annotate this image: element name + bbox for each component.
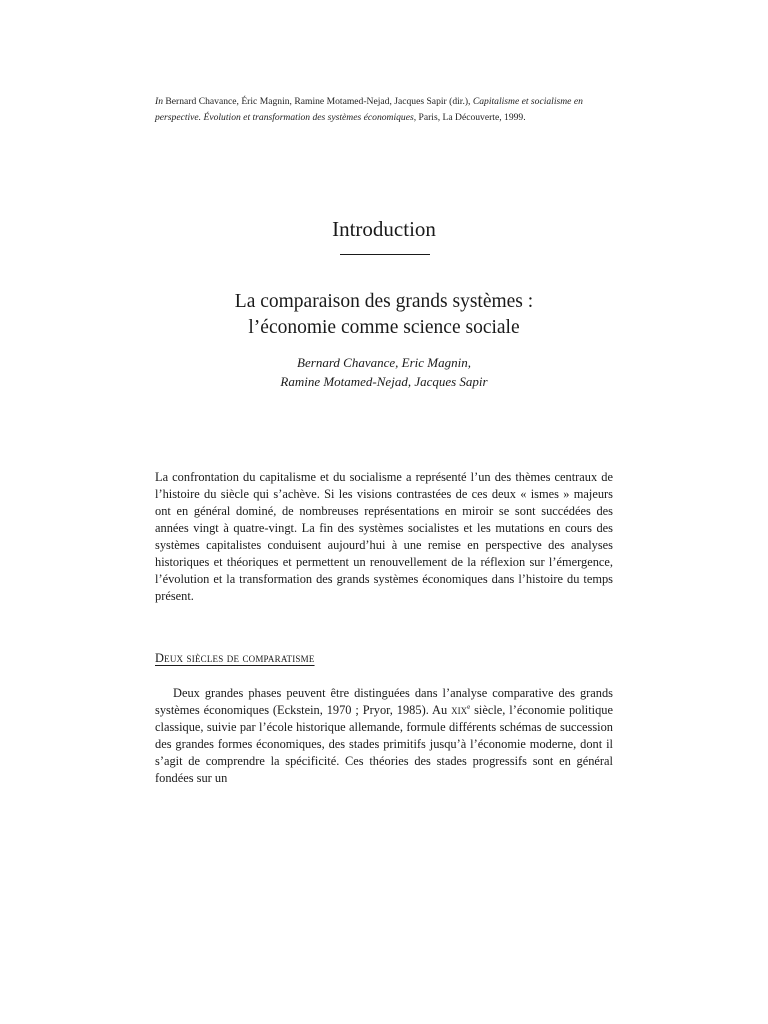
chapter-title-line-1: La comparaison des grands systèmes : (234, 291, 534, 312)
citation-book-title: Capitalisme et socialisme en perspective. Évolution et transformation des systèmes économiques (155, 96, 583, 123)
authors-line-2: Ramine Motamed-Nejad, Jacques Sapir (280, 374, 488, 389)
chapter-title-line-2: l’économie comme science sociale (248, 317, 520, 338)
chapter-authors (0, 353, 768, 391)
body-paragraph-1: La confrontation du capitalisme et du socialisme a représenté l’un des thèmes centraux de l’histoire du siècle qui s’achève. Si les visions contrastées de ces deux « ismes » majeurs ont en général dominé, de nombreuses représentations en miroir se sont succédées des années vingt à quatre-vingt. La fin des systèmes socialistes et les mutations en cours des systèmes capitalistes conduisent aujourd’hui à une remise en perspective des analyses historiques et théoriques et permettent un renouvellement de la réflexion sur l’émergence, l’évolution et la transformation des grands systèmes économiques dans l’histoire du temps présent. (155, 470, 613, 603)
chapter-label: Introduction (332, 217, 436, 241)
citation-authors: Bernard Chavance, Éric Magnin, Ramine Motamed-Nejad, Jacques Sapir (dir.), (163, 96, 473, 107)
citation-note (155, 94, 625, 126)
century-superscript: e (467, 702, 471, 711)
title-divider (340, 254, 430, 255)
authors-line-1: Bernard Chavance, Eric Magnin, (297, 355, 471, 370)
citation-publisher: , Paris, La Découverte, 1999. (413, 112, 526, 123)
citation-prefix: In (155, 96, 163, 107)
paragraph-2-text-start: Deux grandes phases peuvent être distinguées dans l’analyse comparative des grands systèmes économiques (Eckstein, 1970 ; Pryor, 1985). Au (155, 686, 613, 717)
section-heading: Deux siècles de comparatisme (155, 651, 315, 665)
paragraph-2-text-end: siècle, l’économie politique classique, suivie par l’école historique allemande, formule différents schémas de succession des grandes formes économiques, des stades primitifs jusqu’à l’économie moderne, dont il s’agit de comprendre la spécificité. Ces théories des stades progressifs sont en général fondées sur un (155, 703, 613, 785)
body-paragraph-2 (155, 685, 613, 787)
chapter-title (0, 289, 768, 341)
century-numeral: xix (451, 703, 468, 717)
